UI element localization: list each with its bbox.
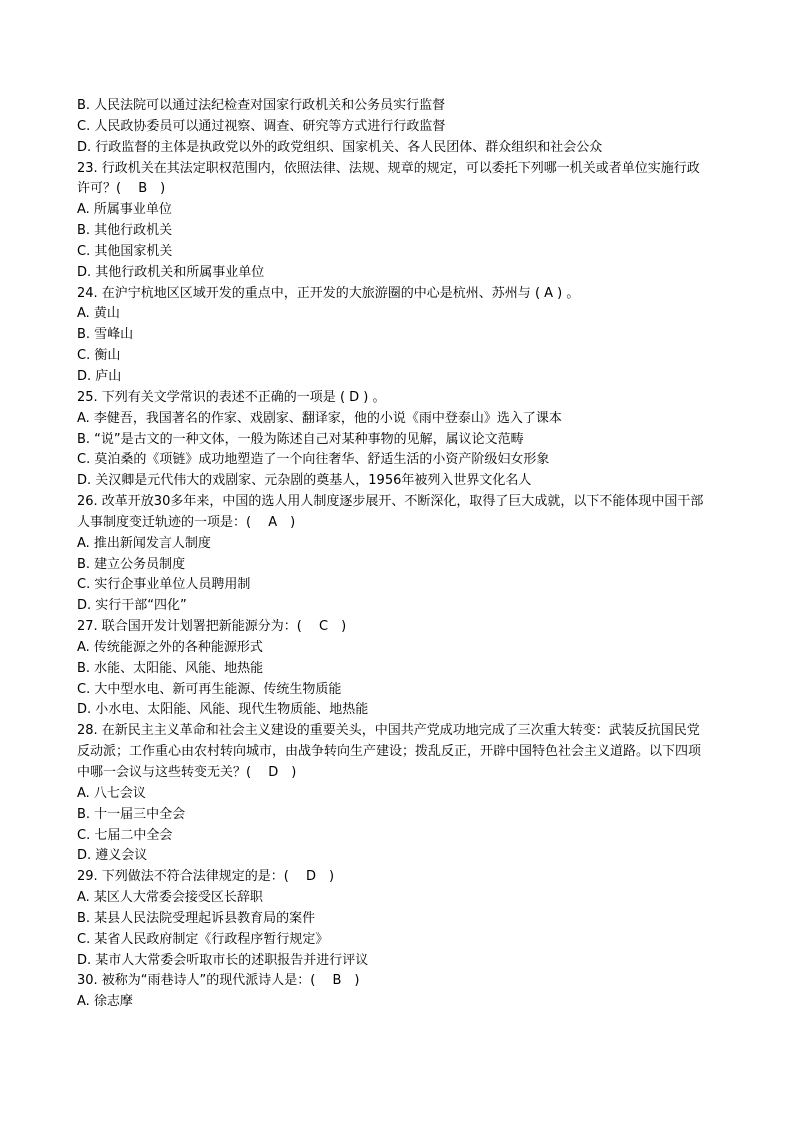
option-line: B. 十一届三中全会 <box>77 806 186 822</box>
option-line: D. 小水电、太阳能、风能、现代生物质能、地热能 <box>77 702 369 718</box>
option-line: D. 其他行政机关和所属事业单位 <box>77 264 265 280</box>
option-line: C. 衡山 <box>77 348 121 364</box>
option-line: D. 某市人大常委会听取市长的述职报告并进行评议 <box>77 952 369 968</box>
question-line: 反动派；工作重心由农村转向城市，由战争转向生产建设；拨乱反正，开辟中国特色社会主义道路。以下四项 <box>77 744 702 760</box>
option-line: C. 某省人民政府制定《行政程序暂行规定》 <box>77 931 329 947</box>
option-line: C. 其他国家机关 <box>77 243 173 259</box>
question-line: 许可？( B ) <box>77 181 166 197</box>
option-line: B. 人民法院可以通过法纪检查对国家行政机关和公务员实行监督 <box>77 98 446 113</box>
option-line: D. 庐山 <box>77 368 122 384</box>
option-line: A. 黄山 <box>77 306 120 322</box>
option-line: D. 关汉卿是元代伟大的戏剧家、元杂剧的奠基人，1956年被列入世界文化名人 <box>77 473 532 489</box>
option-line: A. 所属事业单位 <box>77 202 172 218</box>
question-line: 28. 在新民主主义革命和社会主义建设的重要关头，中国共产党成功地完成了三次重大转变：武装反抗国民党 <box>77 723 700 739</box>
option-line: A. 徐志摩 <box>77 994 133 1010</box>
question-line: 中哪一会议与这些转变无关？( D ) <box>77 765 297 780</box>
question-line: 24. 在沪宁杭地区区域开发的重点中，正开发的大旅游圈的中心是杭州、苏州与 ( A ) 。 <box>77 285 580 301</box>
option-line: C. 七届二中全会 <box>77 827 173 843</box>
question-line: 人事制度变迁轨迹的一项是：( A ) <box>77 514 296 530</box>
option-line: D. 遵义会议 <box>77 848 148 864</box>
option-line: B. “说”是古文的一种文体，一般为陈述自己对某种事物的见解，属议论文范畴 <box>77 431 524 447</box>
question-line: 27. 联合国开发计划署把新能源分为：( C ) <box>77 619 347 635</box>
option-line: A. 推出新闻发言人制度 <box>77 535 211 551</box>
question-line: 29. 下列做法不符合法律规定的是：( D ) <box>77 869 335 885</box>
option-line: B. 某县人民法院受理起诉县教育局的案件 <box>77 910 316 926</box>
question-list <box>77 96 727 1013</box>
option-line: A. 八七会议 <box>77 785 146 801</box>
option-line: C. 实行企事业单位人员聘用制 <box>77 577 251 593</box>
question-line: 25. 下列有关文学常识的表述不正确的一项是 ( D ) 。 <box>77 389 386 405</box>
option-line: B. 雪峰山 <box>77 327 134 343</box>
question-line: 23. 行政机关在其法定职权范围内，依照法律、法规、规章的规定，可以委托下列哪一机关或者单位实施行政 <box>77 160 700 176</box>
option-line: B. 水能、太阳能、风能、地热能 <box>77 660 264 676</box>
option-line: D. 行政监督的主体是执政党以外的政党组织、国家机关、各人民团体、群众组织和社会公众 <box>77 139 603 155</box>
option-line: B. 建立公务员制度 <box>77 556 186 572</box>
question-line: 26. 改革开放30多年来，中国的选人用人制度逐步展开、不断深化，取得了巨大成就，以下不能体现中国干部 <box>77 494 704 510</box>
option-line: B. 其他行政机关 <box>77 223 173 239</box>
option-line: C. 莫泊桑的《项链》成功地塑造了一个向往奢华、舒适生活的小资产阶级妇女形象 <box>77 452 550 468</box>
option-line: A. 传统能源之外的各种能源形式 <box>77 639 263 655</box>
option-line: C. 大中型水电、新可再生能源、传统生物质能 <box>77 681 342 697</box>
option-line: C. 人民政协委员可以通过视察、调查、研究等方式进行行政监督 <box>77 118 446 134</box>
option-line: D. 实行干部“四化” <box>77 598 187 614</box>
question-line: 30. 被称为“雨巷诗人”的现代派诗人是：( B ) <box>77 973 360 989</box>
option-line: A. 李健吾，我国著名的作家、戏剧家、翻译家，他的小说《雨中登泰山》选入了课本 <box>77 410 562 426</box>
option-line: A. 某区人大常委会接受区长辞职 <box>77 890 263 906</box>
